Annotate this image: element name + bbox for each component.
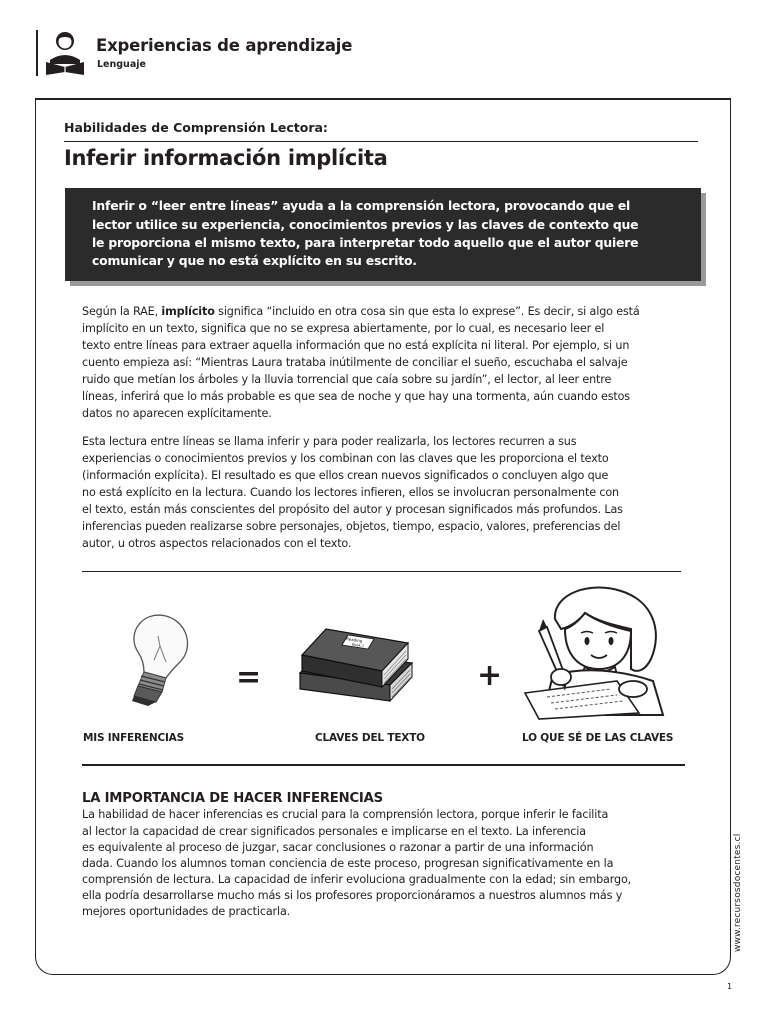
importance-line: La habilidad de hacer inferencias es crucial para la comprensión lectora, porque inferir le facilita bbox=[82, 808, 609, 821]
equation-top-rule bbox=[82, 571, 681, 572]
callout-line: le proporciona el mismo texto, para interpretar todo aquello que el autor quiere bbox=[92, 235, 639, 250]
callout-line: comunicar y que no está explícito en su escrito. bbox=[92, 253, 417, 268]
paragraph-line: Esta lectura entre líneas se llama inferir y para poder realizarla, los lectores recurren a sus bbox=[82, 435, 577, 448]
callout-line: lector utilice su experiencia, conocimientos previos y las claves de contexto que bbox=[92, 217, 639, 232]
light-bulb-icon bbox=[108, 608, 198, 708]
reader-icon bbox=[44, 30, 86, 76]
header-divider bbox=[36, 30, 38, 76]
section-label: Habilidades de Comprensión Lectora: bbox=[64, 120, 328, 135]
importance-line: ella podría desarrollarse mucho más si los profesores proporcionáramos a nuestros alumnos más y bbox=[82, 889, 623, 902]
girl-writing-icon bbox=[513, 585, 685, 720]
importance-line: dada. Cuando los alumnos toman conciencia de este proceso, progresan significativamente en la bbox=[82, 857, 614, 870]
caption-mis-inferencias: MIS INFERENCIAS bbox=[83, 732, 184, 744]
caption-lo-que-se: LO QUE SÉ DE LAS CLAVES bbox=[522, 732, 674, 744]
header-title: Experiencias de aprendizaje bbox=[96, 36, 353, 55]
plus-sign: + bbox=[477, 658, 503, 693]
title-rule bbox=[64, 141, 698, 142]
importance-line: comprensión de lectura. La capacidad de inferir evoluciona gradualmente con la edad; sin embargo, bbox=[82, 873, 632, 886]
importance-line: al lector la capacidad de crear significados personales e implicarse en el texto. La inferencia bbox=[82, 825, 586, 838]
callout-line: Inferir o “leer entre líneas” ayuda a la comprensión lectora, provocando que el bbox=[92, 198, 631, 213]
header-subtitle: Lenguaje bbox=[97, 59, 146, 70]
paragraph-line: cuento empieza así: “Mientras Laura trataba inútilmente de conciliar el sueño, escuchaba el salvaje bbox=[82, 356, 628, 369]
paragraph-line: datos no aparecen explícitamente. bbox=[82, 407, 272, 420]
importance-heading: LA IMPORTANCIA DE HACER INFERENCIAS bbox=[82, 791, 383, 806]
callout-box bbox=[65, 188, 701, 281]
equals-sign: = bbox=[236, 660, 262, 695]
book-label-text: Book 1 bbox=[351, 642, 365, 649]
caption-claves-del-texto: CLAVES DEL TEXTO bbox=[315, 732, 425, 744]
paragraph-line: inferencias pueden realizarse sobre personajes, objetos, tiempo, espacio, valores, preferencias del bbox=[82, 520, 621, 533]
equation-bottom-rule bbox=[82, 764, 685, 766]
paragraph-line: no está explícito en la lectura. Cuando los lectores infieren, ellos se involucran personalmente con bbox=[82, 486, 619, 499]
paragraph-line: líneas, inferirá que lo más probable es que sea de noche y que hay una tormenta, aún cuando estos bbox=[82, 390, 630, 403]
keyword-implicito: implícito bbox=[161, 305, 215, 318]
paragraph-line: texto entre líneas para extraer aquella información que no está explícita ni literal. Por ejemplo, si un bbox=[82, 339, 630, 352]
paragraph-line: ruido que metían los árboles y la lluvia torrencial que caía sobre su jardín”, el lector, al leer entre bbox=[82, 373, 612, 386]
importance-line: es equivalente al proceso de juzgar, sacar conclusiones o razonar a partir de una información bbox=[82, 841, 594, 854]
paragraph-line: el texto, están más conscientes del propósito del autor y procesan significados más profundos. Las bbox=[82, 503, 623, 516]
page-number: 1 bbox=[727, 982, 733, 991]
importance-line: mejores oportunidades de practicarla. bbox=[82, 905, 291, 918]
paragraph-line: autor, u otros aspectos relacionados con el texto. bbox=[82, 537, 352, 550]
books-icon bbox=[292, 615, 418, 713]
paragraph-line: implícito en un texto, significa que no se expresa abiertamente, por lo cual, es necesario leer el bbox=[82, 322, 605, 335]
paragraph-line: (información explícita). El resultado es que ellos crean nuevos significados o concluyen algo que bbox=[82, 469, 609, 482]
paragraph-line: experiencias o conocimientos previos y los combinan con las claves que les proporciona el texto bbox=[82, 452, 609, 465]
paragraph-line: Según la RAE, implícito significa “incluido en otra cosa sin que esta lo exprese”. Es decir, si algo está bbox=[82, 305, 640, 318]
book-label-text: Reading bbox=[345, 636, 363, 644]
website-url: www.recursosdocentes.cl bbox=[733, 833, 743, 952]
page-title: Inferir información implícita bbox=[64, 146, 388, 170]
